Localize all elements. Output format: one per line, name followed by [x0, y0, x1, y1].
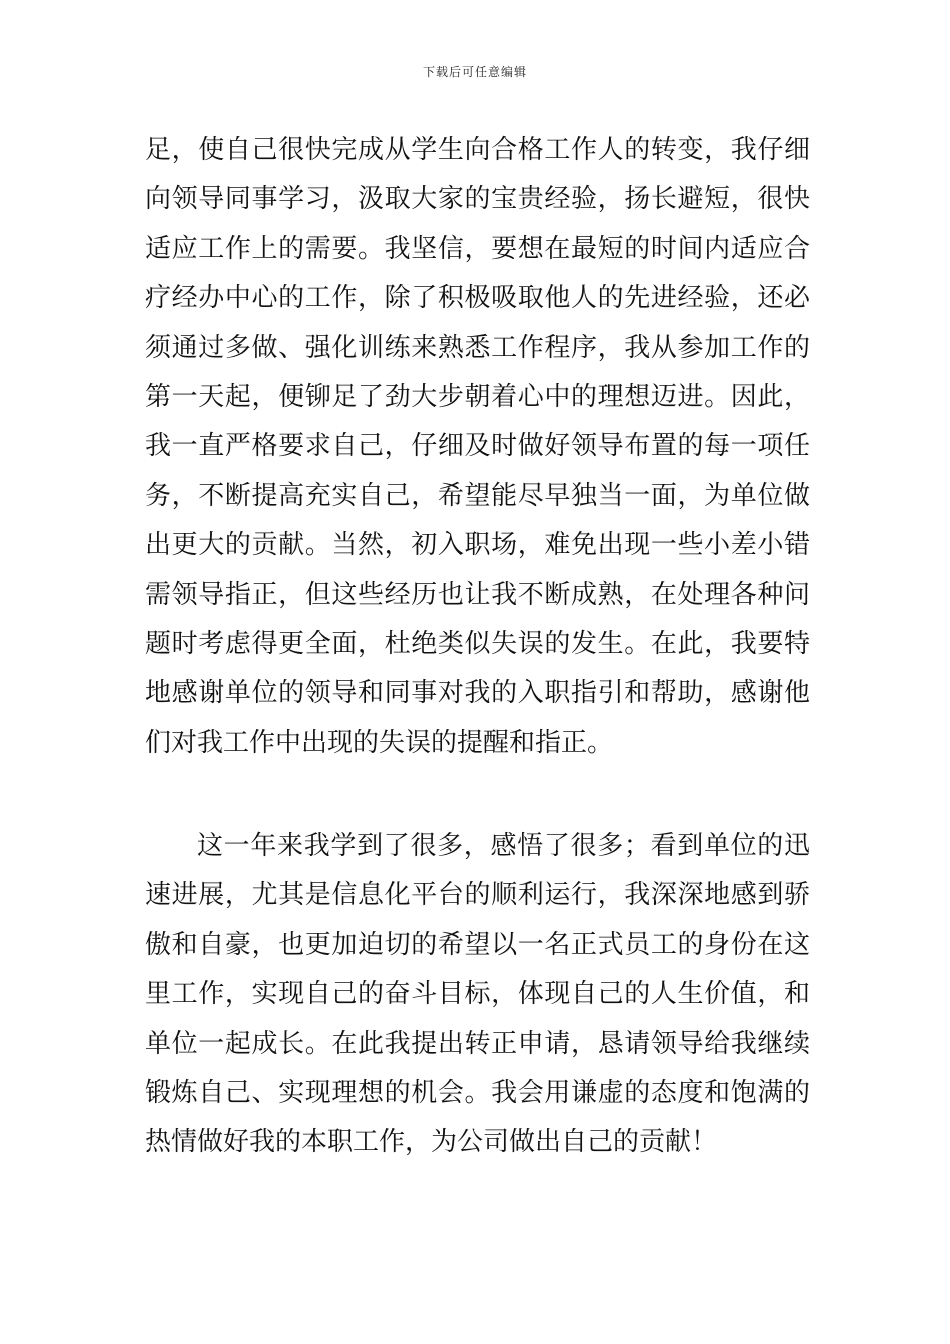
paragraph-line: 需领导指正，但这些经历也让我不断成熟，在处理各种问 [145, 579, 810, 610]
paragraph-line: 出更大的贡献。当然，初入职场，难免出现一些小差小错 [145, 530, 810, 561]
paragraph-line: 疗经办中心的工作，除了积极吸取他人的先进经验，还必 [145, 283, 810, 314]
paragraph-line: 第一天起，便铆足了劲大步朝着心中的理想迈进。因此， [145, 381, 810, 412]
paragraph-line: 速进展，尤其是信息化平台的顺利运行，我深深地感到骄 [145, 880, 810, 911]
paragraph-line: 适应工作上的需要。我坚信，要想在最短的时间内适应合 [145, 233, 810, 264]
paragraph-line: 向领导同事学习，汲取大家的宝贵经验，扬长避短，很快 [145, 184, 810, 215]
paragraph-2 [145, 822, 810, 1168]
paragraph-1 [145, 126, 810, 768]
paragraph-line: 单位一起成长。在此我提出转正申请，恳请领导给我继续 [145, 1028, 810, 1059]
paragraph-line: 热情做好我的本职工作，为公司做出自己的贡献！ [145, 1127, 718, 1158]
header-note: 下载后可任意编辑 [422, 65, 527, 79]
paragraph-line: 务，不断提高充实自己，希望能尽早独当一面，为单位做 [145, 480, 810, 511]
paragraph-line: 地感谢单位的领导和同事对我的入职指引和帮助，感谢他 [145, 678, 810, 709]
paragraph-line: 须通过多做、强化训练来熟悉工作程序，我从参加工作的 [145, 332, 810, 363]
paragraph-line: 足，使自己很快完成从学生向合格工作人的转变，我仔细 [145, 135, 810, 165]
paragraph-line: 们对我工作中出现的失误的提醒和指正。 [145, 727, 614, 758]
paragraph-line: 傲和自豪，也更加迫切的希望以一名正式员工的身份在这 [145, 929, 810, 960]
paragraph-line: 里工作，实现自己的奋斗目标，体现自己的人生价值，和 [145, 979, 810, 1010]
paragraph-line: 锻炼自己、实现理想的机会。我会用谦虚的态度和饱满的 [145, 1077, 810, 1108]
paragraph-line: 这一年来我学到了很多，感悟了很多；看到单位的迅 [197, 831, 810, 861]
paragraph-line: 题时考虑得更全面，杜绝类似失误的发生。在此，我要特 [145, 628, 810, 659]
paragraph-line: 我一直严格要求自己，仔细及时做好领导布置的每一项任 [145, 431, 810, 462]
